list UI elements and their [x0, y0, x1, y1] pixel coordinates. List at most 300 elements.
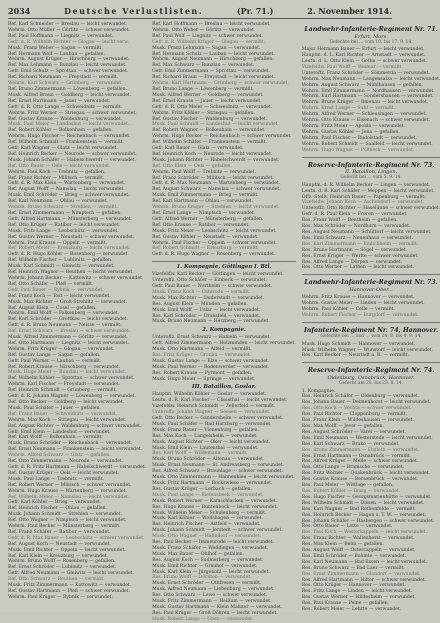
list-item: Res. August Schröder — Varel — verwundet. — [301, 429, 406, 435]
list-item: Musk. Karl Klein — Jürgenohl — leicht verwundet. — [152, 569, 270, 575]
list-item: Ref. Otto Zimmermann — Neurode — verwundet. — [8, 459, 124, 465]
list-item: Ref. Robert Werner — Militsch — schwer verwundet. — [8, 482, 132, 488]
list-item: Res. Gustav Werner — Hildesheim — verwundet. — [301, 595, 416, 601]
list-item: Res. Otto Bauer — Lotte — verwundet. — [301, 524, 393, 530]
list-item: Wehrm. Fritz Krüger — Glogau — verwundet. — [8, 346, 115, 352]
list-item: Ref. Karl Schneider — Breslau — leicht verwundet. — [8, 22, 128, 27]
list-item: Ref. Otto Krüger — Ratibor — leicht verwundet. — [8, 222, 121, 228]
list-item: Ref. Heinrich Koch — Neurode — leicht verwundet. — [152, 151, 273, 157]
list-item: Ref. Ernst Lange — Nimptsch — verwundet. — [152, 211, 256, 216]
regiment-heading — [302, 279, 440, 293]
list-item: Musk. Johann Schäfer — Habelschwerdt — verwundet. — [8, 157, 137, 163]
list-item: Gefr. d. R. Hugo Wagner — Rosenberg — verwundet. — [152, 252, 276, 258]
list-item: Res. Otto Lange — Bramsche — verwundet. — [301, 465, 404, 471]
list-item: Res. Ernst Hartmann — Osnabrück — vermißt. — [301, 453, 412, 459]
list-item: Res. Alfred Krüger — Melle — schwer verwundet. — [301, 459, 419, 465]
list-item: Wehrm. Gustav Meier — Linden — leicht verwundet. — [301, 300, 425, 306]
list-item: Res. Karl Wagner — Bad Rothenfelde — vermißt. — [301, 506, 416, 512]
list-item: Res. Alfred Lange — Dörpen — verwundet. — [301, 259, 403, 265]
list-item: Wehrm. Bruno Krüger — Strehlen — leicht verwundet. — [152, 205, 280, 211]
list-item: Musk. Emil Richter — Oppeln — leicht verwundet. — [8, 547, 126, 553]
list-item: Gefr. Karl Köhler — Brieg — verwundet. — [8, 500, 102, 506]
list-item: Musk. Karl Köhler — Wolfshagen — verwundet. — [152, 516, 263, 522]
list-item: Res. Franz Richter — Wallenhorst — verwundet. — [301, 536, 415, 542]
list-item: Wehrm. Bruno Schwarz — Strehlen — vermißt. — [8, 205, 118, 211]
list-item: Ref. August Richter — Waldenburg — schwer verwundet. — [8, 423, 142, 429]
list-item: Musk. Paul Schäfer — Jauer — gefallen. — [8, 405, 101, 411]
list-item: Res. Franz Wolff — Bentheim — gefallen. — [301, 218, 398, 224]
list-item: Gefr. Emil Klein — Landeshut — verwundet. — [8, 429, 111, 435]
list-item: Musk. Paul Schmidt — Landeshut — leicht verwundet. — [152, 122, 279, 128]
list-item: Ref. Wilhelm Köhler — Sprottau — schwer verwundet. — [8, 376, 135, 382]
list-item: Gefr. d. R. Max Klein — Wartenberg — verwundet. — [8, 181, 126, 187]
list-item: Musk. Fritz Hartmann — Bockswiese — verwundet. — [152, 480, 273, 486]
list-item: Musk. Robert Lange — Upen — verwundet. — [152, 616, 254, 622]
list-item: Ref. Richard Neumann — Freystadt — vermißt. — [8, 75, 119, 81]
list-item: Musk. Otto Wagner — Hahndorf — verwundet. — [152, 534, 261, 540]
list-item: Res. Karl Schröder — Dransfeld — verwundet. — [152, 313, 261, 319]
list-item: Res. Heinrich Fischer — Astfeld — verwundet. — [152, 522, 261, 528]
list-item: Ref. Robert Wagner — Bolkenhain — verwundet. — [152, 128, 266, 134]
list-item: Gefr. d. R. Hugo Köhler — Rosenberg — verwundet. — [8, 252, 129, 258]
divider — [152, 261, 296, 262]
list-item: Wehrm. Paul Fischer — Rudolstadt — verwundet. — [301, 135, 417, 141]
list-item: Res. Emil Neumann — Westerstede — leicht verwundet. — [301, 435, 433, 441]
list-item: Musk. Hugo Schmidt — Hannover — verwundet. — [301, 341, 416, 347]
list-item: Ref. Robert Krause — Hirschberg — verwundet. — [8, 364, 121, 370]
columns — [8, 22, 440, 622]
list-item: Ref. Otto Klein — Oels — gefallen. — [152, 163, 232, 169]
list-item: Offz.-Stellv. Heinrich Bauer — Papenburg — vermißt. — [301, 194, 426, 200]
list-item: Res. Bruno Wolff — Dörnten — verwundet. — [152, 575, 252, 581]
list-item: Res. Karl Zimmermann — Emlichheim — vermißt. — [301, 241, 419, 247]
list-item: Res. Karl Schwarz — Brake — verwundet. — [301, 441, 400, 447]
list-item: Res. Bruno Zimmermann — Elsfleth — verwundet. — [301, 447, 420, 453]
list-item: Gefr. Paul Werner — Lauban — vermißt. — [8, 358, 102, 364]
list-item: Ref. Franz Bauer — Schweidnitz — verwundet. — [8, 411, 118, 417]
list-item: Ref. Gustav Köhler — Neustadt — verwundet. — [152, 234, 259, 240]
list-item: Musk. Max Richter — Duderstadt — verwundet. — [152, 295, 265, 301]
list-item: Musk. Fritz Lange — Leobschütz — verwundet. — [8, 228, 119, 234]
list-item: Wehrm. Paul Koch — Trebnitz — gefallen. — [8, 169, 106, 175]
casualty-list — [302, 183, 440, 272]
list-item: Ref. Karl Neumann — Ohlau — verwundet. — [8, 199, 108, 205]
list-item: Ref. Otto Schwarz — Beuthen — vermißt. — [8, 577, 105, 583]
list-item: Gefr. Alfred Neumann — Gleiwitz — leicht verwundet. — [8, 571, 135, 577]
list-item: Musk. Fritz Zimmermann — Heißum — verwundet. — [152, 599, 272, 605]
list-item: Wehrm. Hugo Wagner — Pößneck — verwundet. — [301, 147, 415, 153]
list-item: Res. Otto Krüger — Hannover — verwundet. — [301, 583, 406, 589]
list-item: Musk. Emil Richter — Grauhof — verwundet. — [152, 563, 258, 569]
list-item: Wehrm. Paul Becker — Münsterberg — vermißt. — [8, 524, 121, 530]
list-item: Ref. Paul Wolf — Liegnitz — schwer verwundet. — [152, 33, 263, 39]
list-item: Res. Johann Bauer — Delmenhorst — leicht verwundet. — [301, 400, 431, 406]
list-item: Musk. August Richter — Oker — leicht verwundet. — [152, 439, 271, 445]
list-item: Res. Fritz Krüger — Gronau — verwundet. — [152, 352, 252, 358]
list-item: Res. August Wolff — Ostercappeln — verwundet. — [301, 548, 416, 554]
casualty-list — [302, 342, 440, 360]
list-item: Hauptm. d. L. Karl Richter — Arnstadt — verwundet. — [301, 53, 426, 59]
list-item: Musk. Hugo Meier — Springe — verwundet. — [152, 376, 256, 382]
list-item: Unteroffz. Otto Richter — Haselünne — schwer verwundet. — [301, 206, 440, 212]
list-item: Ref. August Schwarz — Namslau — schwer verwundet. — [152, 187, 281, 193]
page-header — [8, 6, 392, 19]
list-item: Wehrm. August Neumann — Hirschberg — gefallen. — [152, 57, 274, 63]
regiment-location: Erfurt, Mors. — [354, 33, 388, 40]
list-item: Res. Robert Meier — Lehrte — verwundet. — [301, 607, 402, 613]
list-item: Gefr. Paul Bauer — Rybnik — verwundet. — [8, 287, 104, 293]
regiment-title: Reserve-Infanterie-Regiment Nr. 74. — [307, 367, 435, 375]
list-item: Wehrm. Karl Schwarz — Grünberg — verwundet. — [8, 81, 123, 87]
list-item: Ref. Heinrich Wagner — Beuthen — leicht verwundet. — [8, 270, 134, 276]
list-item: Wehrm. Paul Köhler — Celle — vermißt. — [301, 306, 395, 312]
list-item: Ref. Karl Hoffmann — Breslau — leicht verwundet. — [152, 22, 271, 27]
regiment-location: Hannover-Ober... — [349, 286, 393, 293]
list-item: Hauptm. d. R. Wilhelm Becker — Lingen — verwundet. — [301, 182, 431, 188]
list-item: Gefr. Karl Wagner — Glatz — leicht verwundet. — [8, 146, 118, 152]
list-item: Wehrm. Alfred Schwarz — Glatz — gefallen. — [8, 453, 111, 459]
list-item: Ref. Franz Richter — Militsch — vermißt. — [8, 175, 105, 181]
list-item: Musk. Fritz Zimmermann — Kattowitz — verwundet. — [8, 583, 132, 589]
list-item: Musk. Bruno Schröder — Altenau — verwundet. — [152, 457, 265, 463]
list-item: Ref. Wilhelm Meier — Namslau — leicht verwundet. — [8, 494, 130, 500]
list-item: Gefr. Paul Bauer — Northeim — schwer verwundet. — [152, 283, 273, 289]
list-item: Gefr. d. R. Otto Lange — Schweidnitz — vermißt. — [8, 104, 123, 110]
casualty-list — [302, 295, 440, 319]
list-item: Gefr. Otto Becker — Gandersheim — schwer verwundet. — [152, 416, 284, 421]
list-item: Ref. Wilhelm Schäfer — Frankenstein — vermißt. — [152, 140, 267, 146]
list-item: Gefr. d. R. Wilhelm Richter — Glogau — leicht verw. — [8, 39, 130, 45]
list-item: Wehrm. Robert Fischer — Burgdorf — verwundet. — [301, 312, 419, 318]
list-item: Wehrm. Emil Zimmermann — Nordhausen — verwundet. — [301, 88, 435, 94]
list-item: Res. Wilhelm Schmidt — Dissen — leicht verwundet. — [301, 500, 425, 506]
list-item: Musk. Emil Klein — Lautenthal — verwundet. — [152, 445, 259, 451]
list-item: Vizefeldw. Karl Becker — Göttingen — leicht verwundet. — [152, 272, 284, 278]
list-item: Res. Paul Meier — Wittlage — gefallen. — [301, 483, 394, 489]
list-item: Ref. Ernst Schwarz — Breslau — schwer verwundet. — [8, 329, 131, 335]
list-item: Ref. Heinrich Fischer — Ohlau — gefallen. — [8, 506, 107, 512]
list-item: Musk. Bruno Neumann — Herzberg — verwundet. — [152, 319, 270, 325]
list-item: Res. Karl Wolff — Wildemann — vermißt. — [152, 451, 248, 457]
list-item: Res. Bruno Schwarz — Bad Laer — vermißt. — [301, 565, 405, 571]
regiment-title: Landwehr-Infanterie-Regiment Nr. 73. — [304, 279, 438, 287]
list-item: Leutn. d. L. Otto Klein — Gotha — schwer verwundet. — [301, 59, 428, 65]
list-item: Ref. Heinrich Schmidt — Grünberg — vermißt. — [8, 388, 118, 394]
list-item: Musk. Karl Schmidt — Gleiwitz — verwundet. — [8, 264, 115, 270]
list-item: Musk. Wilhelm Wagner — Wunstorf — leicht verwundet. — [301, 347, 434, 353]
list-item: Musk. Franz Lehmann — Sagan — verwundet. — [152, 45, 261, 51]
issue-number: (Pr. 71.) — [236, 6, 274, 16]
list-item: Wehrm. Karl Hartmann — Sondershausen — verwundet. — [301, 94, 434, 100]
list-item: Res. Otto Werner — Lathen — leicht verwundet. — [301, 265, 415, 271]
list-item: Wehrm. Hugo Fischer — Reichenbach — verwundet. — [8, 134, 131, 140]
list-item: Wehrm. Paul Krüger — Rybnik — verwundet. — [8, 594, 113, 600]
list-item: Res. Karl Neumann — Bad Essen — leicht verwundet. — [301, 559, 428, 565]
list-item: Ref. Otto Bauer — Oels — leicht verwundet. — [8, 163, 111, 169]
list-item: Wehrm. Bruno Wolff — Rosenberg — gefallen. — [8, 559, 116, 565]
list-item: Musk. Ernst Neumann — St. Andreasberg — verwundet. — [152, 463, 284, 469]
list-item: Gefr. d. R. Johann Wagner — Löwenberg — verwundet. — [8, 394, 137, 400]
list-item: Ref. Ernst Hartmann — Jauer — verwundet. — [8, 98, 111, 104]
battle-note: Gefecht bei ... vom 5. 9. 14. — [340, 175, 402, 181]
list-item: Musk. Paul Schäfer — Bad Harzburg — verwundet. — [152, 421, 272, 427]
list-item: Unteroffz. Johann Wagner — Seesen — verwundet. — [152, 410, 271, 416]
list-item: Res. Paul Richter — Cloppenburg — vermißt. — [301, 412, 408, 418]
list-item: Res. Max Koch — Langelsheim — verwundet. — [152, 433, 258, 439]
list-item: Wehrm. August Krüger — Hirschberg — verwundet. — [8, 57, 130, 63]
list-item: Res. Hugo Krause — Buntenbock — leicht verwundet. — [152, 504, 278, 510]
list-item: Musk. Franz Bauer — Vienenburg — gefallen. — [152, 427, 260, 433]
list-item: Res. Paul Krüger — Groß Döhren — leicht verwundet. — [152, 610, 278, 616]
list-item: Ref. Heinrich Becker — Neurode — schwer verwundet. — [8, 151, 137, 157]
list-item: Wehrm. Gustav Köhler — Jena — gefallen. — [301, 129, 400, 135]
list-item: Hauptm. Wilhelm Köhler — Goslar — verwundet. — [152, 392, 267, 398]
list-item: Res. Emil Schröder — Bohmte — verwundet. — [301, 553, 407, 559]
list-item: Musk. Otto Zimmermann — Hahnenklee — leicht verwundet. — [152, 475, 295, 481]
list-item: Wehrm. Otto Krause — Eisenach — schwer verwundet. — [301, 118, 431, 124]
list-item: Res. Robert Krause — Pyrmont — gefallen. — [152, 370, 253, 376]
list-item: Wehrm. Emil Wolff — Falkenberg — verwundet. — [8, 311, 120, 317]
list-item: Unteroffz. Otto Schäfer — Einbeck — verwundet. — [152, 278, 267, 284]
list-item: Musk. Bruno Schröder — Reichenbach — verwundet. — [8, 441, 133, 447]
list-item: Musk. Gustav Hartmann — Klein Mahner — verwundet. — [152, 605, 283, 610]
list-item: Res. Otto Schwarz — Lewe — schwer verwundet. — [152, 593, 268, 599]
column-middle — [152, 22, 296, 622]
list-item: Ref. Franz Schäfer — Ratibor — verwundet. — [8, 529, 111, 535]
list-item: Ref. Gustav Krause — Waldenburg — verwundet. — [8, 116, 123, 122]
list-item: Res. Paul Becker — Immenrode — leicht verwundet. — [152, 540, 275, 546]
list-item: Res. Max Klein — Belm — gefallen. — [301, 542, 384, 548]
list-item: Musk. Ernst Schröder — Othfresen — vermißt. — [152, 581, 262, 587]
list-item: Musk. Franz Schäfer — Weddingen — verwundet. — [152, 545, 269, 551]
list-item: Ref. Otto Hartmann — Liegnitz — leicht verwundet. — [8, 340, 129, 346]
list-item: Wehrm. Max Neumann — Langensalza — leicht verwundet. — [301, 76, 440, 82]
list-item: Ref. Robert Schmidt — Kreuzburg — vermißt. — [152, 246, 259, 252]
list-item: Res. Johann Schäfer — Hasbergen — schwer verwundet. — [301, 518, 435, 524]
list-item: Gefr. Emil Schulz — Sprottau — schwer verwundet. — [8, 69, 129, 75]
list-item: Musk. Otto Hartmann — Alfeld — vermißt. — [152, 347, 252, 353]
list-item: Wehrm. Hugo Becker — Reichenbach — schwer verwundet. — [152, 134, 292, 140]
battle-note: Gefechte bei ... vom 10. bis 17. 9. 14. — [329, 39, 413, 45]
list-item: Musk. Johann Richter — Habelschwerdt — verwundet. — [152, 157, 280, 163]
section-title: 2. Kompagnie. — [202, 327, 246, 334]
list-item: Musk. Robert Werner — Kamschlacken — verwundet. — [152, 498, 278, 504]
list-item: Ref. Karl Hartmann — Ohlau — verwundet. — [152, 199, 254, 205]
list-item: Ref. August Wolff — Namslau — leicht verwundet. — [8, 187, 125, 193]
divider — [302, 274, 440, 275]
middle-top-list — [152, 22, 296, 258]
list-item: Gefr. Karl Bauer — Glatz — verwundet. — [152, 146, 244, 152]
list-item: Gefr. d. R. Fritz Hartmann — Habelschwerdt — verwundet. — [8, 464, 147, 470]
list-item: Ref. Gustav Hartmann — Pleß — schwer verwundet. — [8, 589, 130, 594]
list-item: Leutn. d. R. Karl Schäfer — Meppen — leicht verwundet. — [301, 188, 435, 194]
list-item: Wehrm. August Schwarz — Mühlhausen — gefallen. — [301, 82, 424, 88]
list-item: Res. Fritz Lange — Linden — leicht verwundet. — [301, 589, 413, 595]
list-item: Res. Ernst Zimmermann — Glandorf — verwundet. — [301, 571, 421, 577]
list-item: Gefr. d. R. Max Bauer — Leobschütz — schwer verwundet. — [8, 535, 145, 541]
list-item: Vizefeldw. Johann Koch — Aschendorf — verwundet. — [301, 200, 424, 206]
battle-note: Gefechte bei ... und ... vom 24. 8. bis 4. 9. 14. — [320, 334, 422, 340]
list-item: Res. Heinrich Becker — Hagen a. T. W. — verwundet. — [301, 512, 426, 518]
list-item: Res. Max Wolff — Jever — gefallen. — [301, 424, 384, 429]
list-item: Ref. Richard Braun — Freystadt — leicht verwundet. — [152, 75, 276, 81]
list-item: Leutn. d. R. Karl Fischer — Clausthal — leicht verwundet. — [152, 398, 288, 404]
list-item: Res. Gustav Krüger — Lerbach — gefallen. — [152, 486, 252, 492]
list-item: Unteroffz. Franz Schröder — Sömmerda — verwundet. — [301, 70, 430, 76]
list-item: Musk. Fritz Meier — Leobschütz — leicht verwundet. — [152, 228, 277, 234]
list-item: Ref. Otto Becker — Goldberg — leicht verwundet. — [8, 400, 125, 405]
list-item: Vizefeldw. Paul Wolff — Weimar — vermißt. — [301, 64, 403, 70]
list-item: Gefr. Alfred Werner — Münsterberg — gefallen. — [152, 216, 264, 222]
list-item: Gefr. d. R. Paul Klein — Freren — verwundet. — [301, 212, 408, 218]
list-item: Musk. Paul Lange — Trebnitz — vermißt. — [8, 476, 104, 482]
list-item: Ref. Otto Schäfer — Pleß — vermißt. — [8, 281, 94, 287]
list-item: Musk. Paul Werner — Bodenwerder — verwundet. — [152, 364, 270, 370]
list-item: Ref. Robert Meier — Kreuzburg — leicht verwundet. — [8, 246, 131, 252]
list-item: Gefr. Alfred Zimmermann — Holzminden — leicht verwundet. — [152, 341, 296, 347]
list-item: Unteroffz. Ernst Schwarz — Hameln — verwundet. — [152, 335, 271, 341]
list-item: Res. Paul Krause — Peine — gefallen. — [301, 601, 390, 607]
regiment-heading — [302, 327, 440, 340]
list-item: Musk. Alfred Zimmermann — Görlitz — verwundet. — [8, 335, 129, 341]
regiment-heading — [302, 367, 440, 386]
list-item: Ref. Bruno Zimmermann — Löwenberg — gefallen. — [8, 86, 128, 92]
list-item: Wehrm. Fritz Köhler — Striegau — gefallen. — [152, 110, 255, 116]
section-list — [152, 272, 296, 325]
list-item: Ref. Bruno Lange — Löwenberg — vermißt. — [152, 86, 254, 92]
list-item: Wehrm. Robert Schmidt — Saalfeld — leicht verwundet. — [301, 141, 433, 147]
list-item: Res. Gustav Krause — Bersenbrück — verwundet. — [301, 477, 419, 483]
regiment-title: Infanterie-Regiment Nr. 74, Hannover. — [304, 326, 439, 334]
list-item: Res. Max Schröder — Nordhorn — verwundet. — [301, 224, 411, 230]
list-item: Gefr. d. R. Bruno Neumann — Neisse — vermißt. — [8, 323, 122, 329]
list-item: Res. August Koch — Sudmerberg — verwundet. — [152, 557, 264, 563]
list-item: Res. Karl Becker — Neustadt a. R. — vermißt. — [301, 353, 410, 359]
list-item: Wehrm. Otto Weber — Görlitz — verwundet. — [152, 27, 256, 33]
list-item: Res. Bruno Hartmann — Sögel — verwundet. — [301, 247, 408, 253]
regiment-location: II. Bataillon, Lingen. — [345, 169, 398, 176]
list-item: Musk. Alfred Braun — Goldberg — leicht verwundet. — [8, 92, 132, 98]
list-item: Ref. Max Schwarz — Bunzlau — verwundet. — [152, 63, 255, 69]
list-item: Musk. Gustav Lange — Elze — schwer verwundet. — [152, 358, 270, 364]
list-item: Res. Otto Koch — Vechta — schwer verwundet. — [301, 406, 412, 412]
list-item: Res. Heinrich Schäfer — Oldenburg — verwundet. — [301, 394, 420, 400]
list-item: Musk. Max Bauer — Ohlhof — gefallen. — [152, 551, 245, 557]
list-item: Ref. Karl Schröder — Grottkau — leicht verwundet. — [8, 317, 129, 323]
casualty-list — [302, 389, 440, 613]
list-item: Gefr. Emil Zimmermann — Sprottau — verwundet. — [152, 69, 270, 75]
section-title: III. Bataillon, Goslar. — [192, 384, 256, 391]
list-item: Res. Franz Klein — Wildeshausen — verwundet. — [301, 418, 414, 424]
section-title: 1. Kompagnie, Göttingen I. Btl. — [176, 264, 272, 271]
list-item: Ref. Wilhelm Fischer — Lublinitz — gefallen. — [8, 258, 113, 264]
list-item: Wehrm. Fritz Werner — Striegau — schwer verwundet. — [8, 110, 137, 116]
regiment-title: Landwehr-Infanterie-Regiment Nr. 71. — [304, 26, 438, 33]
list-item: Wehrm. Paul Krause — Oppeln — vermißt. — [8, 240, 107, 246]
battle-note: Gefecht am 20. bis 23. 8. 14. — [339, 381, 404, 387]
list-item: Musk. Wilhelm Meier — Schulenberg — vermißt. — [152, 510, 267, 516]
list-item: Res. Hugo Fischer — Georgsmarienhütte — verwundet. — [301, 494, 432, 500]
list-item: Wehrm. Ernst Lange — Suhl — vermißt. — [301, 106, 396, 112]
list-item: Ref. Hermann Schulz — Lauban — leicht verwundet. — [152, 51, 275, 57]
issue-date: 2. November 1914. — [307, 6, 392, 16]
list-item: Ref. Gustav Werner — Neustadt — schwer verwundet. — [8, 234, 135, 240]
list-item: Musk. Franz Weber — Sagan — vermißt. — [8, 45, 103, 51]
list-item: Ref. Ernst Zimmermann — Nimptsch — gefallen. — [8, 211, 122, 216]
divider — [302, 157, 440, 158]
list-item: Ref. Karl Klein — Kreuzburg — verwundet. — [8, 553, 109, 559]
list-item: Major Hermann Bauer — Erfurt — leicht verwundet. — [301, 47, 425, 53]
list-item: Wehrm. Paul Wolff — Trebnitz — verwundet. — [152, 169, 256, 175]
list-item: Gefr. d. R. Max Neumann — Wartenberg — verwundet. — [152, 181, 281, 187]
list-item: Ref. Karl Wolff — Bolkenhain — vermißt. — [8, 435, 103, 441]
list-item: Ref. Robert Köhler — Bolkenhain — gefallen. — [8, 128, 113, 134]
regiment-heading — [302, 26, 440, 45]
list-item: Ref. Franz Koch — Tost — leicht verwundet. — [8, 293, 111, 299]
list-item: Res. Ernst Krüger — Werlte — schwer verwundet. — [301, 253, 419, 259]
list-item: Wehrm. Paul Fischer — Oppeln — schwer verwundet. — [152, 240, 277, 246]
list-item: Ref. Ernst Krause — Jauer — leicht verwundet. — [152, 98, 262, 104]
publication-title: Deutsche Verlustlisten. — [64, 6, 204, 16]
list-item: Res. Paul Koch — Westerkappeln — leicht verwundet. — [301, 530, 427, 536]
list-item: Gefr. d. R. Wilhelm Krüger — Glogau — vermißt. — [152, 39, 266, 45]
page-number: 2034 — [8, 6, 31, 16]
list-item: Ref. Max Lehmann — Bunzlau — leicht verwundet. — [8, 63, 127, 69]
list-item: Res. Robert Köhler — Iburg — verwundet. — [301, 488, 401, 494]
section-list — [152, 392, 296, 622]
list-item: Wehrm. Johann Becker — Kattowitz — schwer verwundet. — [8, 275, 144, 281]
regiment-location: Oldenburg, Osnabrück, Hannover. — [327, 374, 415, 381]
list-item: Wehrm. Max Koch — Striegau — leicht verwundet. — [8, 417, 127, 423]
list-item: Ref. August Koch — Neustadt — verwundet. — [8, 541, 111, 547]
list-item: Ref. Gustav Krüger — Oels — leicht verwundet. — [8, 470, 119, 476]
list-item: Musk. Franz Koch — Osterode — vermißt. — [152, 289, 251, 295]
list-item: Ref. Otto Krause — Ratibor — verwundet. — [152, 222, 250, 228]
list-item: Musk. Alfred Werner — Goldberg — verwundet. — [152, 92, 264, 98]
list-item: Gefr. d. R. Otto Meier — Schweidnitz — verwundet. — [152, 104, 273, 110]
list-item: Wehrm. Fritz Krause — Hannover — verwundet. — [301, 295, 415, 301]
list-item: Wehrm. Karl Hartmann — Grünberg — schwer verwundet. — [152, 81, 289, 87]
list-item: Res. August Klein — Münden — gefallen. — [152, 301, 248, 307]
list-item: Ref. Gustav Lange — Sagan — gefallen. — [8, 352, 101, 358]
list-item: Ref. Franz Schröder — Militsch — leicht verwundet. — [152, 175, 274, 181]
list-item: Ref. Gustav Fischer — Waldenburg — verwundet. — [152, 116, 268, 122]
list-item: Ref. Paul Hoffmann — Liegnitz — verwundet. — [8, 33, 114, 39]
list-item: Musk. Johann Schmidt — Jerstedt — schwer verwundet. — [152, 528, 283, 534]
list-item: Musk. Paul Lange — Riefensbeek — verwundet. — [152, 492, 264, 498]
list-item: Ref. Otto Wagner — Nimptsch — leicht verwundet. — [8, 518, 127, 524]
list-item: Wehrm. Alfred Werner — Schleusingen — verwundet. — [301, 112, 427, 118]
list-item: Ref. Ernst Schröder — Lublinitz — verwundet. — [8, 565, 117, 571]
list-item: Res. Alfred Schwarz — Braunlage — schwer verwundet. — [152, 469, 283, 475]
list-item: Res. Emil Schwarz — Neuenhaus — verwundet. — [301, 235, 414, 241]
divider — [302, 322, 440, 323]
list-item: Res. Fritz Werner — Quakenbrück — leicht verwundet. — [301, 471, 431, 477]
regiment-heading — [302, 162, 440, 181]
list-item: Ref. August Klein — Cosel — gefallen. — [8, 305, 97, 311]
section-list — [152, 335, 296, 382]
list-item: 1. Kompagnie. — [301, 388, 336, 394]
list-item: Musk. Emil Zimmermann — Brieg — vermißt. — [152, 193, 259, 199]
list-item: Ref. Wilhelm Schmidt — Frankenstein — vermißt. — [8, 140, 125, 146]
list-item: Wehrm. Karl Fischer — Freystadt — verwundet. — [8, 382, 121, 388]
list-item: Wehrm. Bruno Krüger — Ilmenau — leicht verwundet. — [301, 100, 429, 106]
list-item: Wehrm. Otto Müller — Görlitz — schwer verwundet. — [8, 27, 131, 33]
list-item: Wehrm. Hugo Krause — Wartenberg — verwundet. — [8, 488, 127, 494]
regiment-title: Reserve-Infanterie-Regiment Nr. 73. — [307, 161, 435, 169]
list-item: Res. August Neumann — Schüttorf — leicht verwundet. — [301, 229, 432, 235]
divider — [302, 362, 440, 363]
